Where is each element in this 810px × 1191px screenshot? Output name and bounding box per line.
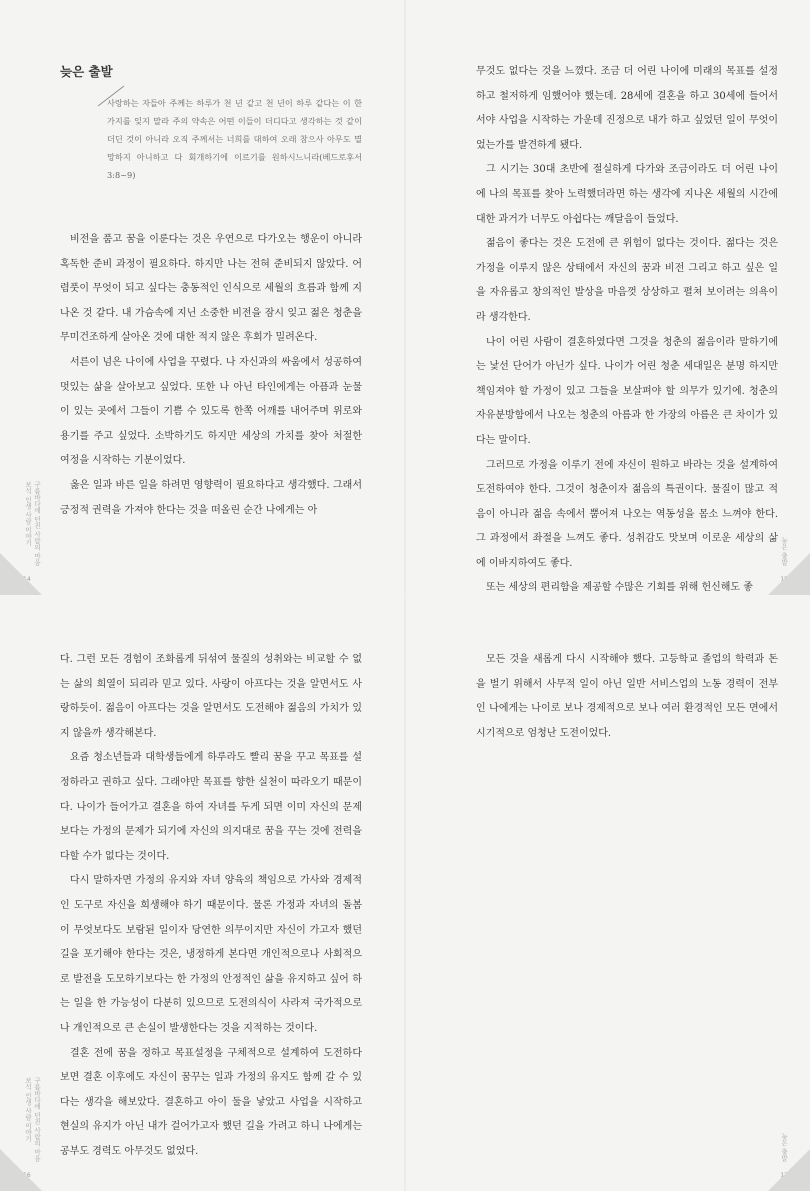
paragraph: 그러므로 가정을 이루기 전에 자신이 원하고 바라는 것을 설계하여 도전하여야 한다. 그것이 청춘이자 젊음의 특권이다. 물질이 많고 적음이 아니라 젊음 속에서 뿜어져 나오는 역동성을 몸소 느껴야 한다. 그 과정에서 좌절을 느껴도 좋다. 성취감도 맛보며 이로운 세상의 삶에 이바지하여도 좋다. — [476, 459, 778, 569]
paragraph: 또는 세상의 편리함을 제공할 수많은 기회를 위해 헌신해도 좋 — [486, 582, 753, 594]
paragraph: 젊음이 좋다는 것은 도전에 큰 위험이 없다는 것이다. 젊다는 것은 가정을 이루지 않은 상태에서 자신의 꿈과 비전 그리고 하고 싶은 일을 자유롭고 창의적인 발상을 마음껏 상상하고 펼쳐 보이려는 의욕이라 생각한다. — [476, 238, 778, 323]
page-number: 17 — [780, 1172, 788, 1179]
page-corner-decoration — [0, 1149, 42, 1191]
paragraph: 무것도 없다는 것을 느꼈다. 조금 더 어린 나이에 미래의 목표를 설정하고 철저하게 임했어야 했는데. 28세에 결혼을 하고 30세에 들어서서야 사업을 시작하는 가운데 진정으로 내가 하고 싶었던 일이 무엇이었는가를 발견하게 됐다. — [476, 66, 778, 151]
text-column — [60, 62, 362, 523]
paragraph: 나이 어린 사람이 결혼하였다면 그것을 청춘의 젊음이라 말하기에는 낯선 단어가 아닌가 싶다. 나이가 어린 청춘 세대일은 분명 하지만 책임져야 할 가정이 있고 그들을 보살펴야 할 의무가 있기에. 청춘의 자유분방함에서 나오는 청춘의 아름과 한 가장의 아름은 큰 차이가 있다는 말이다. — [476, 336, 778, 446]
body-text — [60, 648, 362, 1164]
running-header-line: 구름바다에 던진 사람의 마음 — [33, 480, 41, 565]
running-header-line: 보석 인생 사람 이야기 — [24, 1076, 32, 1142]
body-text — [476, 648, 778, 746]
paragraph: 모든 것을 새롭게 다시 시작해야 했다. 고등학교 졸업의 학력과 돈을 벌기 위해서 사무적 일이 아닌 일반 서비스업의 노동 경력이 전부인 나에게는 나이로 보나 경제적으로 보나 여러 환경적인 모든 면에서 시기적으로 엄청난 도전이었다. — [476, 654, 778, 739]
epigraph-verse: 사랑하는 자들아 주께는 하루가 천 년 같고 천 년이 하루 같다는 이 한 가지를 잊지 말라 주의 약속은 어떤 이들이 더디다고 생각하는 것 같이 더딘 것이 아니라 오직 주께서는 너희를 대하여 오래 참으사 아무도 멸망하지 아니하고 다 회개하기에 이르기를 원하시느니라(베드로후서3:8~9) — [107, 98, 362, 180]
text-column — [476, 60, 778, 595]
page-15 — [406, 0, 810, 595]
page-corner-decoration — [0, 553, 42, 595]
body-text — [60, 228, 362, 523]
chapter-title: 늦은 출발 — [60, 64, 113, 79]
paragraph: 비전을 품고 꿈을 이룬다는 것은 우연으로 다가오는 행운이 아니라 혹독한 준비 과정이 필요하다. 하지만 나는 전혀 준비되지 않았다. 어렴풋이 무엇이 되고 싶다는 충동적인 인식으로 세월의 흐름과 함께 지나온 것 같다. 내 가슴속에 지닌 소중한 비전을 잠시 잊고 젊은 청춘을 무미건조하게 살아온 것에 대한 적지 않은 후회가 밀려온다. — [60, 234, 362, 344]
running-header-line: 늦은 출발 — [780, 536, 788, 565]
paragraph: 요즘 청소년들과 대학생들에게 하루라도 빨리 꿈을 꾸고 목표를 설정하라고 권하고 싶다. 그래야만 목표를 향한 실천이 따라오기 때문이다. 나이가 들어가고 결혼을 하여 자녀를 두게 되면 이미 자신의 문제보다는 가정의 문제가 되기에 자신의 의지대로 꿈을 꾸는 것에 전력을 다할 수가 없다는 것이다. — [60, 752, 362, 862]
page-14 — [0, 0, 404, 595]
body-text — [476, 60, 778, 595]
running-header-line: 늦은 출발 — [780, 1132, 788, 1161]
paragraph: 그 시기는 30대 초반에 절실하게 다가와 조금이라도 더 어린 나이에 나의 목표를 찾아 노력했더라면 하는 생각에 지나온 세월의 시간에 대한 과거가 너무도 아쉽다는 깨달음이 들었다. — [476, 164, 778, 225]
text-column — [476, 648, 778, 746]
spread-1 — [0, 0, 810, 595]
page-number: 14 — [23, 576, 31, 583]
paragraph: 서른이 넘은 나이에 사업을 꾸렸다. 나 자신과의 싸움에서 성공하여 멋있는 삶을 살아보고 싶었다. 또한 나 아닌 타인에게는 아픔과 눈물이 있는 곳에서 그들이 기쁨 수 있도록 한쪽 어깨를 내어주며 위로와 용기를 주고 싶었다. 소박하기도 하지만 세상의 가치를 찾아 처절한 여정을 시작하는 기분이었다. — [60, 356, 362, 467]
spread-2 — [0, 596, 810, 1191]
paragraph: 옳은 일과 바른 일을 하려면 영향력이 필요하다고 생각했다. 그래서 긍정적 권력을 가져야 한다는 것을 떠올린 순간 나에게는 아 — [60, 479, 362, 516]
page-corner-decoration — [768, 553, 810, 595]
page-number: 16 — [23, 1172, 31, 1179]
paragraph: 다시 말하자면 가정의 유지와 자녀 양육의 책임으로 가사와 경제적인 도구로 자신을 희생해야 하기 때문이다. 물론 가정과 자녀의 돌봄이 무엇보다도 보람된 일이자 당연한 의무이지만 자신이 가고자 했던 길을 포기해야 한다는 것은, 냉정하게 본다면 개인적으로나 사회적으로 발전을 도모하기보다는 한 가정의 안정적인 삶을 유지하고 싶어 하는 일을 한 가능성이 다분히 있으므로 도전의식이 사라져 국가적으로나 개인적으로 큰 손실이 발생한다는 것을 지적하는 것이다. — [60, 875, 362, 1034]
running-header-line: 보석 인생 사람 이야기 — [24, 480, 32, 546]
paragraph: 결혼 전에 꿈을 정하고 목표설정을 구체적으로 설계하여 도전하다 보면 결혼 이후에도 자신이 꿈꾸는 일과 가정의 유지도 함께 갈 수 있다는 생각을 해보았다. 결혼하고 아이 둘을 낳았고 사업을 시작하고 현실의 유지가 아닌 내가 걸어가고자 했던 길을 가려고 하니 나에게는 공부도 경력도 아무것도 없었다. — [60, 1047, 362, 1157]
text-column — [60, 648, 362, 1164]
page-17 — [406, 596, 810, 1191]
page-corner-decoration — [768, 1149, 810, 1191]
paragraph: 다. 그런 모든 경험이 조화롭게 뒤섞여 물질의 성취와는 비교할 수 없는 삶의 희열이 되리라 믿고 있다. 사랑이 아프다는 것을 알면서도 사랑하듯이. 젊음이 아프다는 것을 알면서도 도전해야 젊음의 가치가 있지 않을까 생각해본다. — [60, 654, 362, 739]
running-header-line: 구름바다에 던진 사람의 마음 — [33, 1076, 41, 1161]
page-16 — [0, 596, 404, 1191]
title-slash-decoration-icon — [96, 84, 126, 108]
page-number: 15 — [780, 576, 788, 583]
